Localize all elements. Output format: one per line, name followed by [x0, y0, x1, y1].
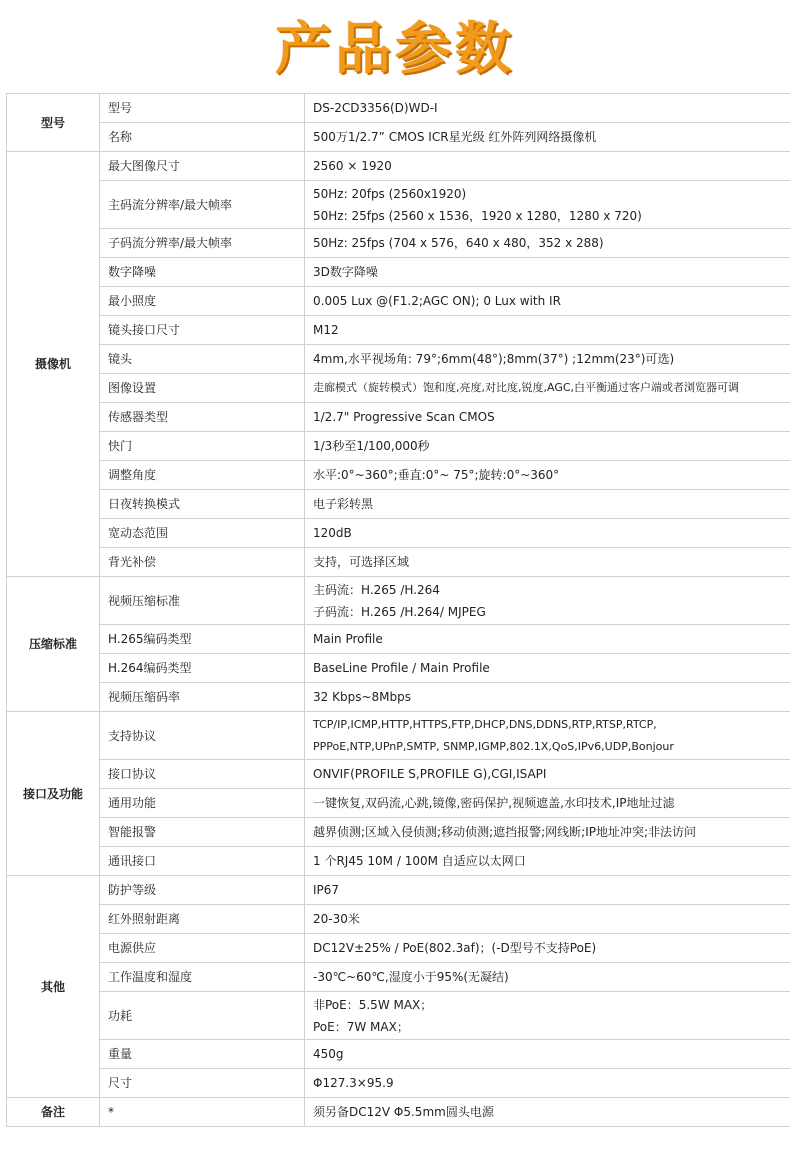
table-row — [7, 847, 790, 876]
table-row — [7, 963, 790, 992]
param-name: 镜头 — [100, 345, 305, 374]
param-name: 名称 — [100, 123, 305, 152]
param-name: 通讯接口 — [100, 847, 305, 876]
param-value-line: 50Hz: 25fps (2560 x 1536，1920 x 1280，1280 x 720) — [313, 208, 642, 223]
table-row — [7, 258, 790, 287]
param-value-line: 子码流：H.265 /H.264/ MJPEG — [313, 604, 486, 619]
param-name: 快门 — [100, 432, 305, 461]
param-value — [305, 490, 790, 519]
param-name: 最大图像尺寸 — [100, 152, 305, 181]
param-value — [305, 934, 790, 963]
param-value-line: 50Hz: 25fps (704 x 576，640 x 480，352 x 288) — [313, 236, 604, 250]
param-name: 日夜转换模式 — [100, 490, 305, 519]
param-name: 背光补偿 — [100, 548, 305, 577]
spec-table — [6, 93, 790, 1127]
param-value-line: 4mm,水平视场角: 79°;6mm(48°);8mm(37°) ;12mm(23°)可选) — [313, 352, 675, 366]
param-name: 通用功能 — [100, 789, 305, 818]
param-value — [305, 905, 790, 934]
group-label-other: 其他 — [7, 876, 100, 1098]
param-name: 调整角度 — [100, 461, 305, 490]
param-name: 宽动态范围 — [100, 519, 305, 548]
table-row — [7, 548, 790, 577]
param-name: 型号 — [100, 94, 305, 123]
param-name: 功耗 — [100, 992, 305, 1040]
param-value — [305, 152, 790, 181]
param-value — [305, 432, 790, 461]
param-value — [305, 847, 790, 876]
param-name: 视频压缩标准 — [100, 577, 305, 625]
param-value-line: TCP/IP,ICMP,HTTP,HTTPS,FTP,DHCP,DNS,DDNS,RTP,RTSP,RTCP, — [313, 717, 657, 731]
group-label-compression: 压缩标准 — [7, 577, 100, 712]
spec-table-body — [7, 94, 790, 1127]
param-value-line: -30℃~60℃,湿度小于95%(无凝结) — [313, 970, 509, 984]
param-value-line: Main Profile — [313, 632, 383, 646]
param-value-line: 越界侦测;区域入侵侦测;移动侦测;遮挡报警;网线断;IP地址冲突;非法访问 — [313, 825, 697, 839]
table-row — [7, 818, 790, 847]
param-value — [305, 992, 790, 1040]
param-value-line: 0.005 Lux @(F1.2;AGC ON); 0 Lux with IR — [313, 294, 561, 308]
param-value — [305, 789, 790, 818]
table-row — [7, 1098, 790, 1127]
param-value-line: IP67 — [313, 883, 340, 897]
table-row — [7, 519, 790, 548]
param-name: 支持协议 — [100, 712, 305, 760]
table-row — [7, 712, 790, 760]
param-value-line: 2560 × 1920 — [313, 159, 392, 173]
table-row — [7, 654, 790, 683]
page-title: 产品参数 — [275, 17, 515, 82]
table-row — [7, 123, 790, 152]
param-value — [305, 519, 790, 548]
param-value-line: 支持，可选择区域 — [313, 555, 410, 569]
param-value-line: 须另备DC12V Φ5.5mm圆头电源 — [313, 1105, 494, 1119]
param-value — [305, 577, 790, 625]
param-value — [305, 625, 790, 654]
param-value-line: 1/3秒至1/100,000秒 — [313, 439, 430, 453]
param-value-line: 450g — [313, 1047, 344, 1061]
param-name: H.264编码类型 — [100, 654, 305, 683]
table-row — [7, 374, 790, 403]
param-value-line: DC12V±25% / PoE(802.3af)；(-D型号不支持PoE) — [313, 941, 597, 955]
param-name: 视频压缩码率 — [100, 683, 305, 712]
param-value-line: ONVIF(PROFILE S,PROFILE G),CGI,ISAPI — [313, 767, 547, 781]
table-row — [7, 992, 790, 1040]
table-row — [7, 934, 790, 963]
table-row — [7, 760, 790, 789]
param-value — [305, 181, 790, 229]
param-value-line: 500万1/2.7” CMOS ICR星光级 红外阵列网络摄像机 — [313, 130, 597, 144]
param-value-line: Φ127.3×95.9 — [313, 1076, 394, 1090]
group-label-remark: 备注 — [7, 1098, 100, 1127]
param-value-line: 非PoE：5.5W MAX； — [313, 997, 433, 1012]
param-value-line: 120dB — [313, 526, 352, 540]
table-row — [7, 403, 790, 432]
param-value — [305, 403, 790, 432]
param-name: * — [100, 1098, 305, 1127]
param-name: 镜头接口尺寸 — [100, 316, 305, 345]
param-value-line: 电子彩转黑 — [313, 497, 374, 511]
param-name: 子码流分辨率/最大帧率 — [100, 229, 305, 258]
table-row — [7, 316, 790, 345]
param-value — [305, 548, 790, 577]
table-row — [7, 461, 790, 490]
param-value — [305, 683, 790, 712]
table-row — [7, 625, 790, 654]
param-name: 尺寸 — [100, 1069, 305, 1098]
group-label-interface: 接口及功能 — [7, 712, 100, 876]
group-label-camera: 摄像机 — [7, 152, 100, 577]
table-row — [7, 345, 790, 374]
param-value-line: BaseLine Profile / Main Profile — [313, 661, 490, 675]
table-row — [7, 876, 790, 905]
param-name: 最小照度 — [100, 287, 305, 316]
param-value-line: 走廊模式（旋转模式）饱和度,亮度,对比度,锐度,AGC,白平衡通过客户端或者浏览器可调 — [313, 381, 740, 394]
table-row — [7, 490, 790, 519]
param-value — [305, 229, 790, 258]
param-value-line: 3D数字降噪 — [313, 265, 378, 279]
param-value — [305, 316, 790, 345]
param-name: 防护等级 — [100, 876, 305, 905]
param-name: 图像设置 — [100, 374, 305, 403]
param-value-line: PoE：7W MAX； — [313, 1019, 409, 1034]
param-name: 工作温度和湿度 — [100, 963, 305, 992]
param-name: H.265编码类型 — [100, 625, 305, 654]
param-value — [305, 123, 790, 152]
param-name: 主码流分辨率/最大帧率 — [100, 181, 305, 229]
param-value — [305, 345, 790, 374]
param-value — [305, 654, 790, 683]
param-value-line: 1 个RJ45 10M / 100M 自适应以太网口 — [313, 854, 526, 868]
group-label-model: 型号 — [7, 94, 100, 152]
table-row — [7, 577, 790, 625]
param-value — [305, 461, 790, 490]
table-row — [7, 789, 790, 818]
table-row — [7, 1069, 790, 1098]
param-name: 智能报警 — [100, 818, 305, 847]
param-name: 接口协议 — [100, 760, 305, 789]
param-value — [305, 1098, 790, 1127]
param-name: 数字降噪 — [100, 258, 305, 287]
param-value-line: DS-2CD3356(D)WD-I — [313, 101, 438, 115]
param-value — [305, 712, 790, 760]
param-value — [305, 1040, 790, 1069]
param-name: 电源供应 — [100, 934, 305, 963]
table-row — [7, 683, 790, 712]
param-value — [305, 760, 790, 789]
param-value — [305, 258, 790, 287]
param-value-line: 水平:0°~360°;垂直:0°~ 75°;旋转:0°~360° — [313, 468, 560, 482]
param-name: 传感器类型 — [100, 403, 305, 432]
table-row — [7, 152, 790, 181]
param-name: 红外照射距离 — [100, 905, 305, 934]
param-value-line: 1/2.7" Progressive Scan CMOS — [313, 410, 495, 424]
param-value-line: PPPoE,NTP,UPnP,SMTP, SNMP,IGMP,802.1X,QoS,IPv6,UDP,Bonjour — [313, 739, 674, 753]
param-value — [305, 374, 790, 403]
param-value — [305, 876, 790, 905]
param-value — [305, 1069, 790, 1098]
param-value-line: M12 — [313, 323, 339, 337]
table-row — [7, 181, 790, 229]
table-row — [7, 905, 790, 934]
table-row — [7, 287, 790, 316]
param-value — [305, 818, 790, 847]
param-value — [305, 287, 790, 316]
table-row — [7, 229, 790, 258]
table-row — [7, 94, 790, 123]
param-value — [305, 94, 790, 123]
param-value-line: 20-30米 — [313, 912, 360, 926]
table-row — [7, 432, 790, 461]
param-value-line: 主码流：H.265 /H.264 — [313, 582, 440, 597]
param-value — [305, 963, 790, 992]
param-value-line: 32 Kbps~8Mbps — [313, 690, 411, 704]
param-value-line: 一键恢复,双码流,心跳,镜像,密码保护,视频遮盖,水印技术,IP地址过滤 — [313, 796, 675, 810]
param-value-line: 50Hz: 20fps (2560x1920) — [313, 186, 467, 201]
param-name: 重量 — [100, 1040, 305, 1069]
table-row — [7, 1040, 790, 1069]
